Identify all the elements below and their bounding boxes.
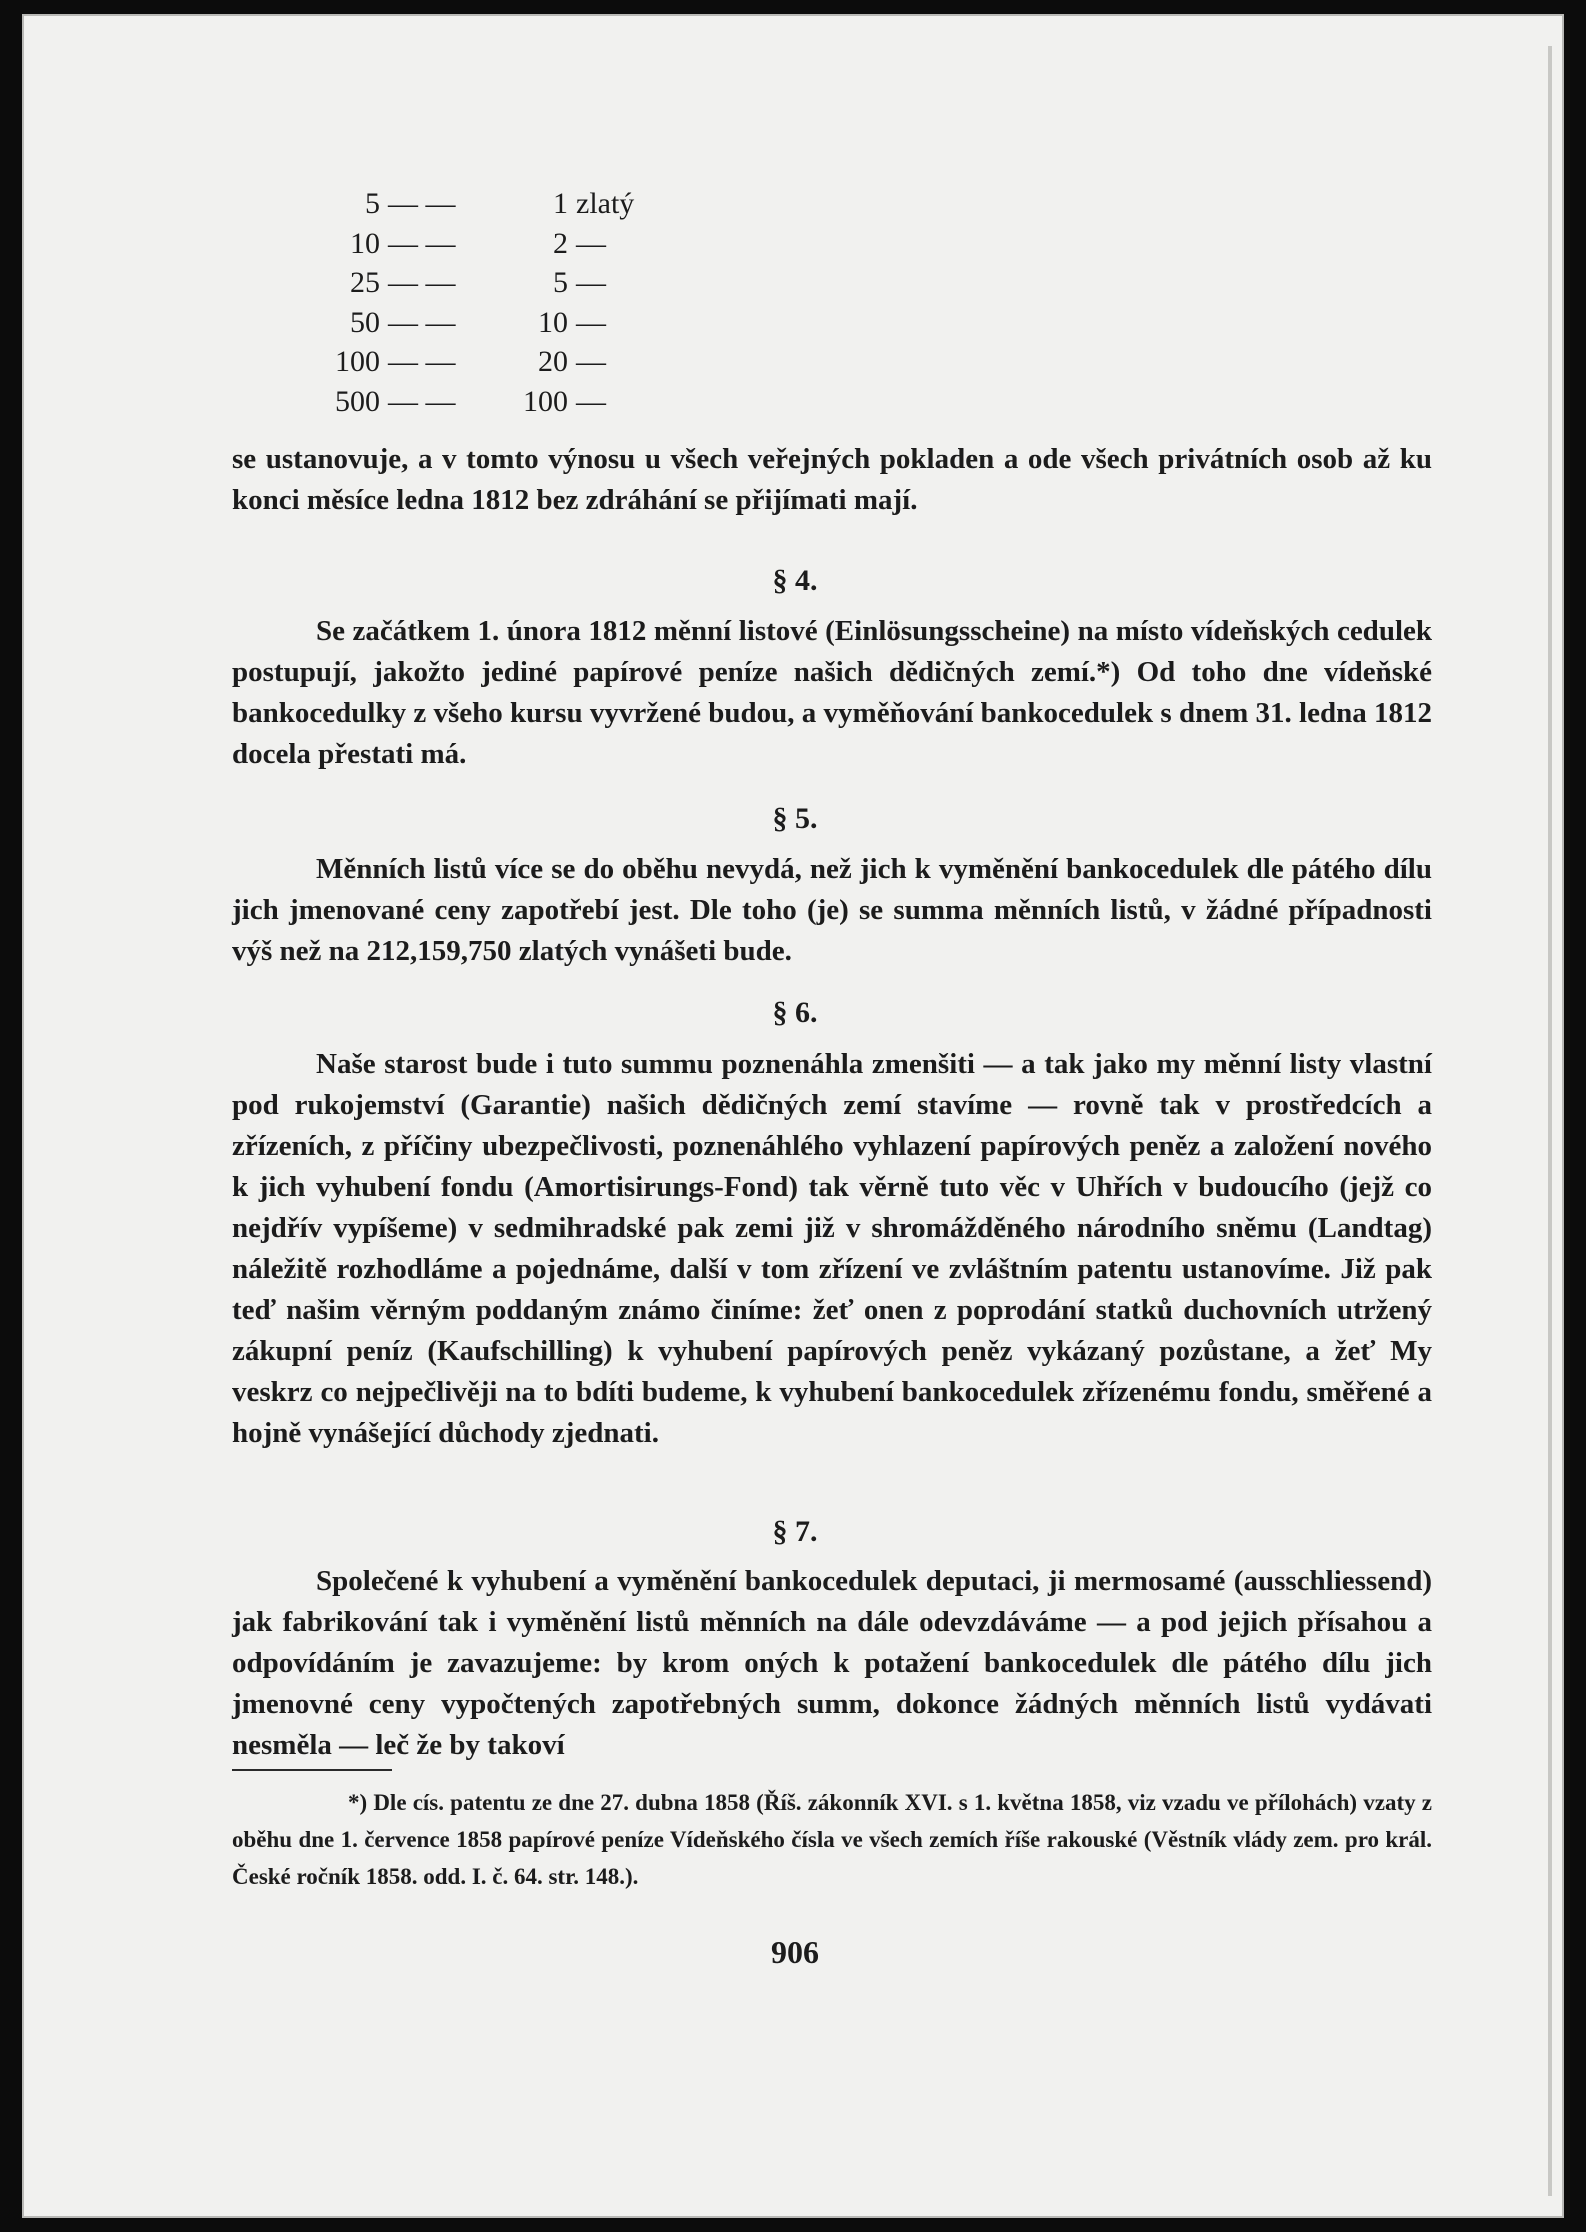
- row-to-value: 20: [538, 345, 568, 378]
- row-dashes: — —: [388, 187, 456, 220]
- row-unit: —: [576, 266, 606, 299]
- row-from-value: 500: [335, 384, 380, 418]
- row-unit: —: [576, 345, 606, 378]
- section-7-text: Společené k vyhubení a vyměnění bankocedulek deputaci, ji mermosamé (ausschliessend) jak fabrikování tak i vyměnění listů měnních na dále odevzdáváme — a pod jejich přísahou a odpovídáním je zavazujeme: by krom oných k potažení bankocedulek dle pátého dílu jich jmenovné ceny vypočtených zapotřebných summ, dokonce žádných měnních listů vydávati nesměla — leč že by takoví: [232, 1565, 1432, 1761]
- row-to-value: 10: [538, 305, 568, 339]
- row-dashes: — —: [388, 345, 456, 378]
- document-page: [22, 14, 1564, 2218]
- row-dashes: — —: [388, 226, 456, 260]
- row-from-value: 50: [350, 305, 380, 339]
- row-dashes: — —: [388, 305, 456, 339]
- row-to-value: 5: [553, 266, 568, 299]
- section-heading-5: § 5.: [772, 802, 818, 835]
- row-to-value: 1: [553, 187, 568, 220]
- row-from-value: 5: [365, 187, 380, 220]
- section-heading-7: § 7.: [772, 1515, 818, 1548]
- row-to-value: 100: [523, 384, 568, 418]
- row-unit: —: [576, 384, 606, 418]
- row-dashes: — —: [388, 384, 456, 418]
- section-4-text: Se začátkem 1. února 1812 měnní listové (Einlösungsscheine) na místo vídeňských cedulek postupují, jakožto jediné papírové peníze našich dědičných zemí.*) Od toho dne vídeňské bankocedulky z všeho kursu vyvržené budou, a vyměňování bankocedulek s dnem 31. ledna 1812 docela přestati má.: [232, 615, 1432, 770]
- row-unit: —: [576, 305, 606, 339]
- intro-paragraph: se ustanovuje, a v tomto výnosu u všech veřejných pokladen a ode všech privátních osob až ku konci měsíce ledna 1812 bez zdráhání se přijímati mají.: [232, 443, 1432, 516]
- row-unit: zlatý: [576, 187, 635, 220]
- section-heading-6: § 6.: [772, 996, 818, 1029]
- row-from-value: 10: [350, 226, 380, 260]
- row-dashes: — —: [388, 266, 456, 299]
- footnote: *) Dle cís. patentu ze dne 27. dubna 1858 (Říš. zákonník XVI. s 1. května 1858, viz vzadu ve přílohách) vzaty z oběhu dne 1. července 1858 papírové peníze Vídeňského čísla ve všech zemích říše rakouské (Věstník vlády zem. pro král. České ročník 1858. odd. I. č. 64. str. 148.).: [232, 1790, 1432, 1889]
- row-from-value: 100: [335, 345, 380, 378]
- section-5-text: Měnních listů více se do oběhu nevydá, než jich k vyměnění bankocedulek dle pátého dílu jich jmenované ceny zapotřebí jest. Dle toho (je) se summa měnních listů, v žádné případnosti výš než na 212,159,750 zlatých vynášeti bude.: [232, 853, 1432, 967]
- section-6-text: Naše starost bude i tuto summu poznenáhla zmenšiti — a tak jako my měnní listy vlastní pod rukojemství (Garantie) našich dědičných zemí stavíme — rovně tak v prostředcích a zřízeních, z příčiny ubezpečlivosti, poznenáhlého vyhlazení papírových peněz a založení nového k jich vyhubení fondu (Amortisirungs-Fond) tak věrně tuto věc v Uhřích v budoucího (jejž co nejdřív vypíšeme) v sedmihradské pak zemi již v shromážděného národního sněmu (Landtag) náležitě rozhodláme a pojednáme, další v tom zřízení ve zvláštním patentu ustanovíme. Již pak teď našim věrným poddaným známo činíme: žeť onen z poprodání statků duchovních utržený zákupní peníz (Kaufschilling) k vyhubení papírových peněz vykázaný pozůstane, a žeť My veskrz co nejpečlivěji na to bdíti budeme, k vyhubení bankocedulek zřízenému fondu, směřené a hojně vynášející důchody zjednati.: [232, 1048, 1432, 1449]
- row-unit: —: [576, 226, 606, 260]
- page-edge-shadow: [1548, 46, 1552, 2196]
- footnote-divider: [232, 1769, 392, 1771]
- row-to-value: 2: [553, 226, 568, 260]
- section-heading-4: § 4.: [772, 564, 818, 597]
- row-from-value: 25: [350, 266, 380, 299]
- page-number: 906: [771, 1934, 819, 1970]
